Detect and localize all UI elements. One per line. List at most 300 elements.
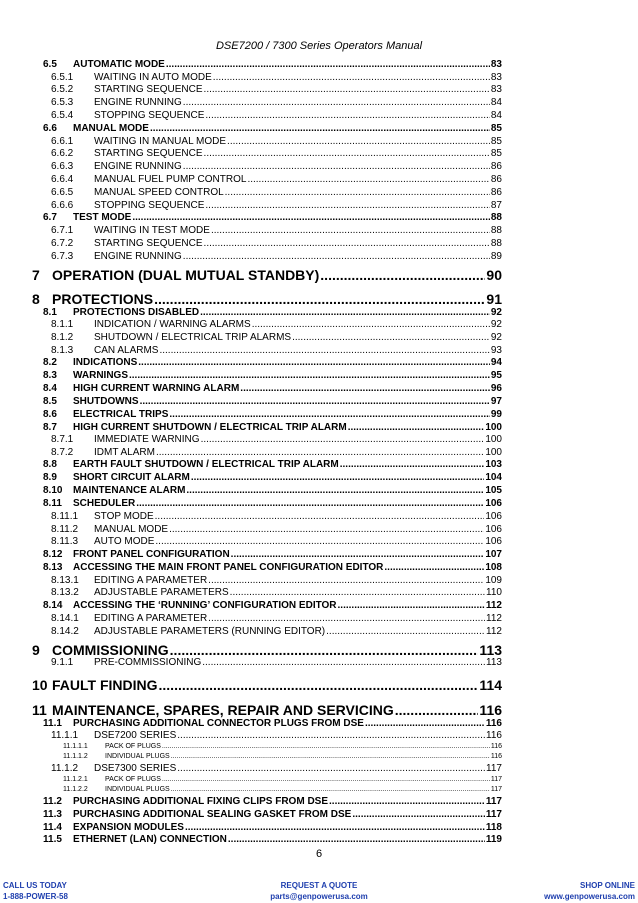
toc-entry-title: IMMEDIATE WARNING	[94, 434, 200, 445]
toc-dot-leader	[227, 137, 490, 147]
toc-entry-page: 107	[485, 549, 502, 560]
toc-dot-leader	[384, 563, 484, 573]
toc-entry[interactable]	[51, 137, 502, 147]
toc-entry-number: 8.1.3	[51, 345, 74, 356]
toc-entry[interactable]	[51, 627, 502, 637]
toc-entry-title: SHUTDOWN / ELECTRICAL TRIP ALARMS	[94, 332, 292, 343]
toc-entry[interactable]	[51, 435, 502, 445]
toc-dot-leader	[162, 776, 490, 783]
toc-dot-leader	[136, 499, 484, 509]
footer	[0, 880, 638, 903]
toc-entry-page: 112	[485, 600, 502, 611]
toc-entry-title: MANUAL FUEL PUMP CONTROL	[94, 174, 247, 185]
toc-entry-page: 96	[490, 383, 502, 394]
toc-entry-number: 11.1.2.2	[63, 786, 88, 793]
toc-dot-leader	[329, 797, 485, 807]
toc-entry[interactable]	[43, 486, 502, 496]
toc-dot-leader	[228, 835, 485, 845]
toc-entry-title: ENGINE RUNNING	[94, 97, 182, 108]
toc-dot-leader	[191, 473, 484, 483]
toc-entry-title: MAINTENANCE ALARM	[73, 485, 186, 496]
toc-entry-number: 6.6.2	[51, 148, 74, 159]
toc-entry[interactable]	[51, 537, 502, 547]
toc-entry[interactable]	[51, 98, 502, 108]
toc-entry-page: 99	[490, 409, 502, 420]
toc-entry[interactable]	[43, 308, 502, 318]
toc-entry-page: 88	[490, 225, 502, 236]
toc-entry[interactable]	[51, 764, 502, 774]
toc-entry-title: OPERATION (DUAL MUTUAL STANDBY)	[52, 267, 320, 283]
toc-entry-title: EDITING A PARAMETER	[94, 613, 208, 624]
toc-entry-number: 8.13	[43, 562, 63, 573]
toc-dot-leader	[183, 162, 490, 172]
toc-entry-title: COMMISSIONING	[52, 642, 169, 658]
toc-entry[interactable]	[43, 719, 502, 729]
toc-entry-title: PROTECTIONS DISABLED	[73, 307, 200, 318]
toc-dot-leader	[155, 537, 484, 547]
toc-entry-title: INDICATIONS	[73, 357, 138, 368]
toc-dot-leader	[204, 239, 490, 249]
toc-entry-page: 117	[485, 809, 502, 820]
toc-entry-number: 11.1.1.1	[63, 743, 88, 750]
footer-shop-online[interactable]	[544, 880, 635, 902]
toc-entry-page: 112	[486, 626, 502, 637]
toc-dot-leader	[326, 627, 485, 637]
toc-dot-leader	[177, 731, 485, 741]
toc-entry[interactable]	[51, 658, 502, 668]
toc-entry-title: STARTING SEQUENCE	[94, 238, 203, 249]
toc-entry-page: 83	[490, 59, 502, 70]
toc-dot-leader	[204, 85, 490, 95]
toc-dot-leader	[348, 423, 485, 433]
toc-entry-number: 8.5	[43, 396, 57, 407]
toc-entry-number: 8.1.1	[51, 319, 74, 330]
toc-dot-leader	[159, 678, 479, 692]
toc-entry[interactable]	[51, 239, 502, 249]
toc-entry-title: MANUAL MODE	[94, 524, 169, 535]
toc-entry-page: 106	[485, 511, 502, 522]
toc-entry-title: IDMT ALARM	[94, 447, 155, 458]
toc-entry[interactable]	[32, 678, 502, 692]
toc-entry[interactable]	[51, 346, 502, 356]
toc-entry-page: 92	[490, 307, 502, 318]
toc-dot-leader	[395, 703, 479, 717]
toc-entry[interactable]	[51, 731, 502, 741]
toc-entry-page: 92	[490, 319, 502, 330]
toc-dot-leader	[185, 823, 485, 833]
toc-dot-leader	[292, 333, 490, 343]
toc-entry-number: 8.10	[43, 485, 63, 496]
toc-dot-leader	[338, 601, 485, 611]
toc-entry[interactable]	[43, 397, 502, 407]
toc-entry-number: 11.1.2.1	[63, 776, 88, 783]
footer-website: www.genpowerusa.com	[544, 892, 635, 901]
toc-entry-title: STOP MODE	[94, 511, 154, 522]
toc-entry-title: WARNINGS	[73, 370, 128, 381]
toc-entry-number: 11.1.2	[51, 763, 79, 774]
toc-entry[interactable]	[51, 588, 502, 598]
toc-entry-page: 117	[490, 786, 502, 793]
toc-entry[interactable]	[51, 73, 502, 83]
toc-entry-page: 84	[490, 97, 502, 108]
toc-entry[interactable]	[43, 384, 502, 394]
toc-entry-number: 9	[32, 642, 40, 658]
toc-entry-page: 117	[485, 796, 502, 807]
toc-entry-page: 104	[485, 472, 502, 483]
toc-entry-number: 6.5.3	[51, 97, 74, 108]
toc-entry-title: ACCESSING THE ‘RUNNING’ CONFIGURATION EDITOR	[73, 600, 337, 611]
page-number: 6	[315, 848, 323, 860]
toc-dot-leader	[320, 268, 485, 282]
toc-entry-title: ENGINE RUNNING	[94, 161, 182, 172]
toc-entry-title: WAITING IN AUTO MODE	[94, 72, 212, 83]
toc-entry-page: 90	[486, 267, 502, 283]
toc-dot-leader	[154, 292, 485, 306]
toc-entry-number: 8.7	[43, 422, 57, 433]
toc-entry-title: INDIVIDUAL PLUGS	[105, 786, 170, 793]
toc-dot-leader	[129, 371, 490, 381]
toc-entry-page: 100	[485, 447, 502, 458]
toc-dot-leader	[171, 786, 490, 793]
toc-entry-title: SHORT CIRCUIT ALARM	[73, 472, 190, 483]
toc-entry-page: 116	[479, 702, 502, 718]
toc-entry-number: 6.5.4	[51, 110, 74, 121]
toc-entry-number: 8.14.2	[51, 626, 79, 637]
toc-entry-page: 116	[490, 743, 502, 750]
toc-entry[interactable]	[43, 499, 502, 509]
toc-entry-number: 6.6.3	[51, 161, 74, 172]
page-header-title: DSE7200 / 7300 Series Operators Manual	[215, 40, 423, 52]
toc-dot-leader	[211, 226, 490, 236]
toc-dot-leader	[352, 810, 485, 820]
toc-entry-title: WAITING IN MANUAL MODE	[94, 136, 227, 147]
toc-entry-number: 8.7.2	[51, 447, 74, 458]
toc-entry-number: 8.13.1	[51, 575, 79, 586]
toc-entry[interactable]	[51, 333, 502, 343]
toc-entry-title: MAINTENANCE, SPARES, REPAIR AND SERVICING	[52, 702, 394, 718]
toc-entry-number: 8.1.2	[51, 332, 74, 343]
toc-entry-page: 88	[490, 212, 502, 223]
toc-entry-page: 106	[485, 536, 502, 547]
toc-entry-title: EARTH FAULT SHUTDOWN / ELECTRICAL TRIP ALARM	[73, 459, 339, 470]
toc-dot-leader	[213, 73, 490, 83]
toc-entry[interactable]	[51, 512, 502, 522]
toc-entry-number: 8.11.3	[51, 536, 79, 547]
toc-entry-title: AUTOMATIC MODE	[73, 59, 165, 70]
toc-entry-page: 97	[490, 396, 502, 407]
toc-entry-number: 8.11.2	[51, 524, 79, 535]
toc-entry-number: 8.8	[43, 459, 57, 470]
toc-entry-page: 85	[490, 136, 502, 147]
toc-entry-title: MANUAL MODE	[73, 123, 149, 134]
toc-entry[interactable]	[63, 743, 502, 750]
toc-entry-page: 119	[485, 834, 502, 845]
toc-entry-title: PROTECTIONS	[52, 291, 154, 307]
toc-entry[interactable]	[63, 753, 502, 760]
toc-entry[interactable]	[43, 810, 502, 820]
toc-entry-title: HIGH CURRENT WARNING ALARM	[73, 383, 240, 394]
toc-entry-page: 94	[490, 357, 502, 368]
toc-entry[interactable]	[43, 410, 502, 420]
toc-entry-page: 113	[479, 642, 502, 658]
toc-entry-title: ELECTRICAL TRIPS	[73, 409, 169, 420]
toc-entry-page: 85	[490, 148, 502, 159]
toc-entry-title: STOPPING SEQUENCE	[94, 110, 205, 121]
toc-dot-leader	[340, 460, 485, 470]
toc-entry-page: 110	[486, 587, 502, 598]
toc-entry-number: 6.5	[43, 59, 57, 70]
toc-entry[interactable]	[43, 60, 502, 70]
toc-entry-number: 8.14.1	[51, 613, 79, 624]
toc-entry-page: 116	[490, 753, 502, 760]
toc-entry-number: 6.6.6	[51, 200, 74, 211]
toc-entry-page: 86	[490, 187, 502, 198]
toc-entry-number: 8.11.1	[51, 511, 79, 522]
toc-entry[interactable]	[43, 823, 502, 833]
toc-entry-title: FAULT FINDING	[52, 677, 158, 693]
toc-entry[interactable]	[32, 703, 502, 717]
toc-entry-title: ENGINE RUNNING	[94, 251, 182, 262]
toc-dot-leader	[169, 525, 484, 535]
toc-dot-leader	[205, 111, 489, 121]
toc-entry-number: 6.5.1	[51, 72, 74, 83]
toc-entry-page: 85	[490, 123, 502, 134]
toc-entry[interactable]	[51, 85, 502, 95]
toc-entry[interactable]	[43, 601, 502, 611]
toc-entry[interactable]	[51, 149, 502, 159]
toc-entry[interactable]	[51, 525, 502, 535]
toc-dot-leader	[247, 175, 489, 185]
toc-entry-title: STOPPING SEQUENCE	[94, 200, 205, 211]
toc-entry[interactable]	[51, 252, 502, 262]
footer-quote-label: REQUEST A QUOTE	[280, 881, 358, 890]
toc-dot-leader	[159, 346, 489, 356]
toc-dot-leader	[162, 743, 490, 750]
toc-entry[interactable]	[43, 797, 502, 807]
toc-entry-number: 8.6	[43, 409, 57, 420]
toc-entry-title: TEST MODE	[73, 212, 132, 223]
toc-entry-title: PURCHASING ADDITIONAL SEALING GASKET FROM DSE	[73, 809, 352, 820]
toc-entry[interactable]	[43, 358, 502, 368]
toc-entry-number: 8.2	[43, 357, 57, 368]
toc-entry-number: 6.7	[43, 212, 57, 223]
toc-entry-page: 86	[490, 174, 502, 185]
toc-dot-leader	[169, 410, 489, 420]
toc-entry[interactable]	[63, 786, 502, 793]
toc-entry-page: 91	[486, 291, 502, 307]
toc-entry-number: 9.1.1	[51, 657, 74, 668]
toc-entry-page: 83	[490, 84, 502, 95]
toc-entry[interactable]	[43, 213, 502, 223]
toc-entry-page: 116	[486, 730, 502, 741]
footer-shop-label: SHOP ONLINE	[580, 881, 635, 890]
toc-entry[interactable]	[32, 643, 502, 657]
toc-entry-number: 8.3	[43, 370, 57, 381]
toc-entry-number: 8.13.2	[51, 587, 79, 598]
toc-dot-leader	[204, 149, 490, 159]
toc-entry[interactable]	[43, 473, 502, 483]
footer-email: parts@genpowerusa.com	[270, 892, 368, 901]
toc-entry-number: 6.6.4	[51, 174, 74, 185]
toc-entry[interactable]	[43, 371, 502, 381]
toc-entry[interactable]	[43, 460, 502, 470]
toc-entry-page: 105	[485, 485, 502, 496]
toc-entry-title: ADJUSTABLE PARAMETERS	[94, 587, 229, 598]
toc-entry-title: ADJUSTABLE PARAMETERS (RUNNING EDITOR)	[94, 626, 326, 637]
toc-entry-title: DSE7300 SERIES	[94, 763, 177, 774]
toc-entry-page: 100	[485, 434, 502, 445]
toc-entry-page: 92	[490, 332, 502, 343]
toc-entry[interactable]	[51, 614, 502, 624]
toc-entry-page: 84	[490, 110, 502, 121]
toc-entry[interactable]	[51, 201, 502, 211]
toc-entry-number: 6.7.3	[51, 251, 74, 262]
toc-entry-page: 95	[490, 370, 502, 381]
toc-entry-title: EDITING A PARAMETER	[94, 575, 208, 586]
toc-entry-page: 118	[485, 822, 502, 833]
toc-entry-number: 11.1.1.2	[63, 753, 88, 760]
toc-entry-title: WAITING IN TEST MODE	[94, 225, 210, 236]
toc-entry-page: 117	[490, 776, 502, 783]
toc-entry-page: 114	[479, 677, 502, 693]
toc-entry-number: 6.6.5	[51, 187, 74, 198]
toc-entry-title: DSE7200 SERIES	[94, 730, 177, 741]
toc-entry[interactable]	[43, 835, 502, 845]
toc-entry-number: 7	[32, 267, 40, 283]
toc-entry[interactable]	[43, 423, 502, 433]
toc-entry[interactable]	[51, 162, 502, 172]
toc-entry-page: 87	[490, 200, 502, 211]
toc-entry-number: 6.6	[43, 123, 57, 134]
toc-entry-title: AUTO MODE	[94, 536, 155, 547]
toc-dot-leader	[225, 188, 490, 198]
toc-dot-leader	[170, 643, 479, 657]
toc-entry-page: 117	[486, 763, 502, 774]
toc-entry[interactable]	[51, 188, 502, 198]
toc-dot-leader	[166, 60, 490, 70]
toc-entry-title: PRE-COMMISSIONING	[94, 657, 202, 668]
toc-dot-leader	[156, 448, 484, 458]
toc-entry[interactable]	[51, 175, 502, 185]
toc-entry-page: 100	[485, 422, 502, 433]
toc-entry-number: 11.2	[43, 796, 62, 807]
toc-dot-leader	[171, 753, 490, 760]
toc-entry-number: 11.1.1	[51, 730, 79, 741]
toc-entry-number: 8.1	[43, 307, 57, 318]
toc-entry-title: ACCESSING THE MAIN FRONT PANEL CONFIGURATION EDITOR	[73, 562, 384, 573]
toc-entry-number: 8.9	[43, 472, 57, 483]
toc-dot-leader	[230, 588, 485, 598]
footer-phone: 1-888-POWER-58	[3, 892, 68, 901]
toc-entry[interactable]	[63, 776, 502, 783]
toc-entry[interactable]	[51, 320, 502, 330]
toc-entry-title: FRONT PANEL CONFIGURATION	[73, 549, 230, 560]
toc-dot-leader	[252, 320, 490, 330]
toc-dot-leader	[200, 308, 490, 318]
toc-dot-leader	[183, 98, 490, 108]
toc-entry[interactable]	[43, 124, 502, 134]
toc-entry-page: 113	[486, 657, 502, 668]
toc-dot-leader	[155, 512, 485, 522]
toc-entry-page: 83	[490, 72, 502, 83]
toc-entry-title: STARTING SEQUENCE	[94, 148, 203, 159]
toc-entry-number: 11.4	[43, 822, 62, 833]
toc-entry-title: PACK OF PLUGS	[105, 743, 161, 750]
toc-dot-leader	[132, 213, 490, 223]
toc-entry-page: 89	[490, 251, 502, 262]
toc-entry-number: 11	[32, 702, 47, 718]
toc-entry-page: 93	[490, 345, 502, 356]
toc-entry-number: 8.7.1	[51, 434, 74, 445]
toc-entry-page: 116	[485, 718, 502, 729]
toc-entry[interactable]	[32, 292, 502, 306]
toc-entry-title: PURCHASING ADDITIONAL CONNECTOR PLUGS FROM DSE	[73, 718, 364, 729]
toc-entry-number: 8.4	[43, 383, 57, 394]
toc-entry-title: SCHEDULER	[73, 498, 136, 509]
toc-entry-title: MANUAL SPEED CONTROL	[94, 187, 224, 198]
toc-entry-title: ETHERNET (LAN) CONNECTION	[73, 834, 227, 845]
toc-dot-leader	[150, 124, 490, 134]
toc-entry-page: 109	[485, 575, 502, 586]
toc-dot-leader	[186, 486, 484, 496]
toc-entry[interactable]	[51, 111, 502, 121]
toc-entry[interactable]	[43, 563, 502, 573]
toc-entry-number: 11.5	[43, 834, 62, 845]
toc-entry[interactable]	[51, 448, 502, 458]
toc-entry-number: 8.12	[43, 549, 63, 560]
toc-entry-page: 112	[486, 613, 502, 624]
toc-dot-leader	[140, 397, 490, 407]
toc-entry-number: 6.7.1	[51, 225, 74, 236]
toc-entry-title: HIGH CURRENT SHUTDOWN / ELECTRICAL TRIP ALARM	[73, 422, 347, 433]
toc-entry-number: 8	[32, 291, 40, 307]
toc-entry-title: EXPANSION MODULES	[73, 822, 184, 833]
toc-entry-page: 108	[485, 562, 502, 573]
toc-dot-leader	[183, 252, 490, 262]
toc-entry-number: 8.14	[43, 600, 63, 611]
toc-entry-number: 11.3	[43, 809, 62, 820]
toc-entry-page: 106	[485, 524, 502, 535]
toc-dot-leader	[201, 435, 485, 445]
toc-entry[interactable]	[32, 268, 502, 282]
toc-entry-title: INDIVIDUAL PLUGS	[105, 753, 170, 760]
toc-dot-leader	[365, 719, 485, 729]
footer-request-quote[interactable]	[0, 880, 638, 902]
toc-entry-title: SHUTDOWNS	[73, 396, 139, 407]
toc-entry-number: 10	[32, 677, 48, 693]
toc-entry-title: PACK OF PLUGS	[105, 776, 161, 783]
toc-entry[interactable]	[51, 576, 502, 586]
toc-entry[interactable]	[43, 550, 502, 560]
toc-dot-leader	[208, 614, 485, 624]
toc-entry-number: 11.1	[43, 718, 62, 729]
toc-entry-page: 88	[490, 238, 502, 249]
toc-dot-leader	[231, 550, 485, 560]
toc-entry-number: 8.11	[43, 498, 62, 509]
toc-entry[interactable]	[51, 226, 502, 236]
toc-entry-number: 6.7.2	[51, 238, 74, 249]
toc-entry-page: 103	[485, 459, 502, 470]
footer-call-label: CALL US TODAY	[3, 881, 67, 890]
toc-entry-number: 6.6.1	[51, 136, 74, 147]
toc-dot-leader	[202, 658, 485, 668]
toc-entry-page: 106	[485, 498, 502, 509]
toc-entry-title: STARTING SEQUENCE	[94, 84, 203, 95]
toc-dot-leader	[208, 576, 484, 586]
toc-dot-leader	[240, 384, 490, 394]
toc-dot-leader	[177, 764, 485, 774]
toc-entry-title: CAN ALARMS	[94, 345, 159, 356]
